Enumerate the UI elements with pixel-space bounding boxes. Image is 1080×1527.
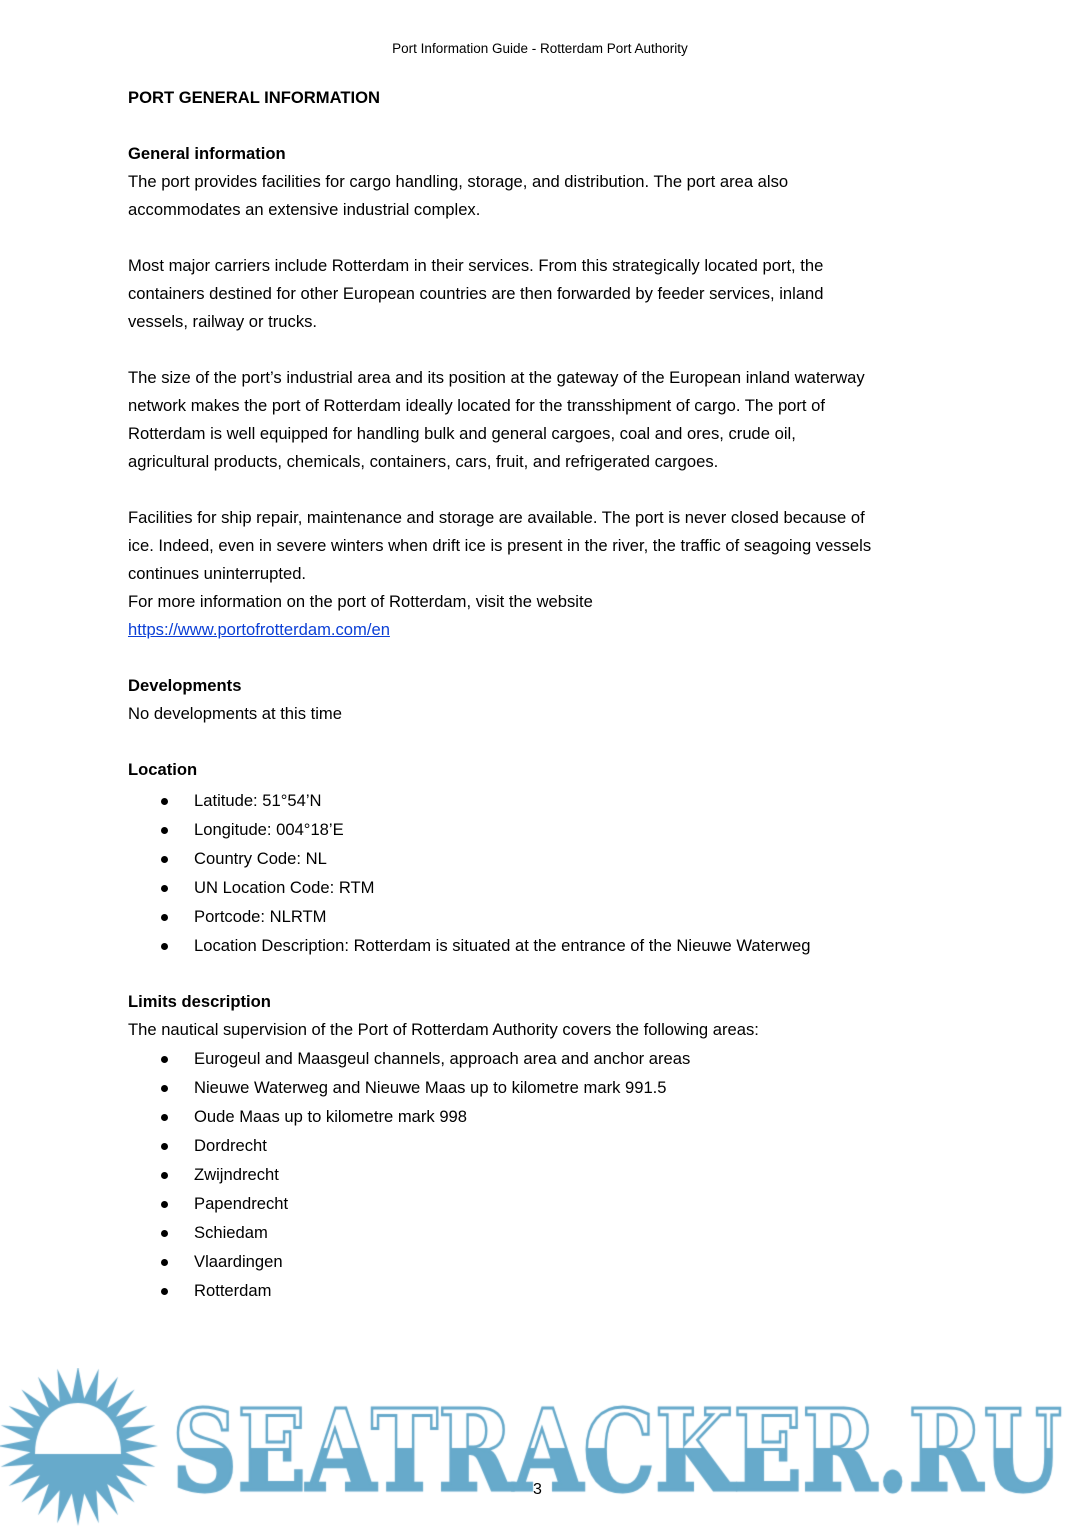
list-item-text: Eurogeul and Maasgeul channels, approach area and anchor areas [194,1049,691,1068]
general-information-paragraphs [128,168,871,616]
list-item-text: UN Location Code: RTM [194,878,375,897]
paragraph-line: The port provides facilities for cargo handling, storage, and distribution. The port area also [128,172,789,191]
developments-heading: Developments [128,676,242,695]
paragraph-line: agricultural products, chemicals, containers, cars, fruit, and refrigerated cargoes. [128,452,719,471]
document-body [128,84,871,1305]
list-item-text: Papendrecht [194,1194,289,1213]
limits-intro: The nautical supervision of the Port of Rotterdam Authority covers the following areas: [128,1020,759,1039]
bullet-icon [161,885,168,892]
bullet-icon [161,1230,168,1237]
limits-list [128,1044,871,1305]
page-header: Port Information Guide - Rotterdam Port Authority [392,41,688,56]
page-number: 3 [533,1481,542,1498]
list-item-text: Nieuwe Waterweg and Nieuwe Maas up to kilometre mark 991.5 [194,1078,667,1097]
list-item [128,844,871,873]
paragraph-line: vessels, railway or trucks. [128,312,318,331]
paragraph-line: Facilities for ship repair, maintenance and storage are available. The port is never closed because of [128,508,865,527]
list-item-text: Latitude: 51°54’N [194,791,322,810]
list-item-text: Zwijndrecht [194,1165,279,1184]
list-item [128,1160,871,1189]
list-item [128,1131,871,1160]
list-item [128,1189,871,1218]
list-item [128,786,871,815]
list-item [128,902,871,931]
bullet-icon [161,1143,168,1150]
bullet-icon [161,1288,168,1295]
bullet-icon [161,914,168,921]
bullet-icon [161,856,168,863]
list-item [128,1102,871,1131]
paragraph-line: continues uninterrupted. [128,564,307,583]
paragraph-line: network makes the port of Rotterdam ideally located for the transshipment of cargo. The port of [128,396,825,415]
list-item [128,931,871,960]
list-item-text: Location Description: Rotterdam is situated at the entrance of the Nieuwe Waterweg [194,936,811,955]
location-list [128,786,871,960]
bullet-icon [161,1114,168,1121]
bullet-icon [161,1172,168,1179]
list-item-text: Portcode: NLRTM [194,907,327,926]
bullet-icon [161,1056,168,1063]
list-item-text: Country Code: NL [194,849,327,868]
list-item [128,1276,871,1305]
list-item-text: Vlaardingen [194,1252,283,1271]
bullet-icon [161,1085,168,1092]
list-item [128,1247,871,1276]
bullet-icon [161,798,168,805]
general-information-heading: General information [128,144,286,163]
bullet-icon [161,1201,168,1208]
list-item [128,1044,871,1073]
list-item [128,1073,871,1102]
location-heading: Location [128,760,198,779]
limits-heading: Limits description [128,992,271,1011]
paragraph-line: ice. Indeed, even in severe winters when drift ice is present in the river, the traffic of seagoing vessels [128,536,872,555]
paragraph-line: Most major carriers include Rotterdam in their services. From this strategically located port, the [128,256,824,275]
bullet-icon [161,1259,168,1266]
paragraph-line: The size of the port’s industrial area and its position at the gateway of the European inland waterway [128,368,865,387]
list-item [128,873,871,902]
list-item-text: Dordrecht [194,1136,267,1155]
developments-text: No developments at this time [128,704,342,723]
website-link[interactable]: https://www.portofrotterdam.com/en [128,620,390,639]
list-item [128,1218,871,1247]
paragraph-line: accommodates an extensive industrial complex. [128,200,481,219]
list-item-text: Rotterdam [194,1281,272,1300]
paragraph-line: containers destined for other European countries are then forwarded by feeder services, inland [128,284,824,303]
list-item-text: Schiedam [194,1223,268,1242]
paragraph-line: Rotterdam is well equipped for handling bulk and general cargoes, coal and ores, crude oil, [128,424,796,443]
list-item-text: Longitude: 004°18’E [194,820,344,839]
seatracker-watermark-logo [0,1368,1080,1527]
paragraph-line: For more information on the port of Rotterdam, visit the website [128,592,593,611]
page-title: PORT GENERAL INFORMATION [128,88,380,107]
bullet-icon [161,827,168,834]
list-item [128,815,871,844]
bullet-icon [161,943,168,950]
list-item-text: Oude Maas up to kilometre mark 998 [194,1107,468,1126]
